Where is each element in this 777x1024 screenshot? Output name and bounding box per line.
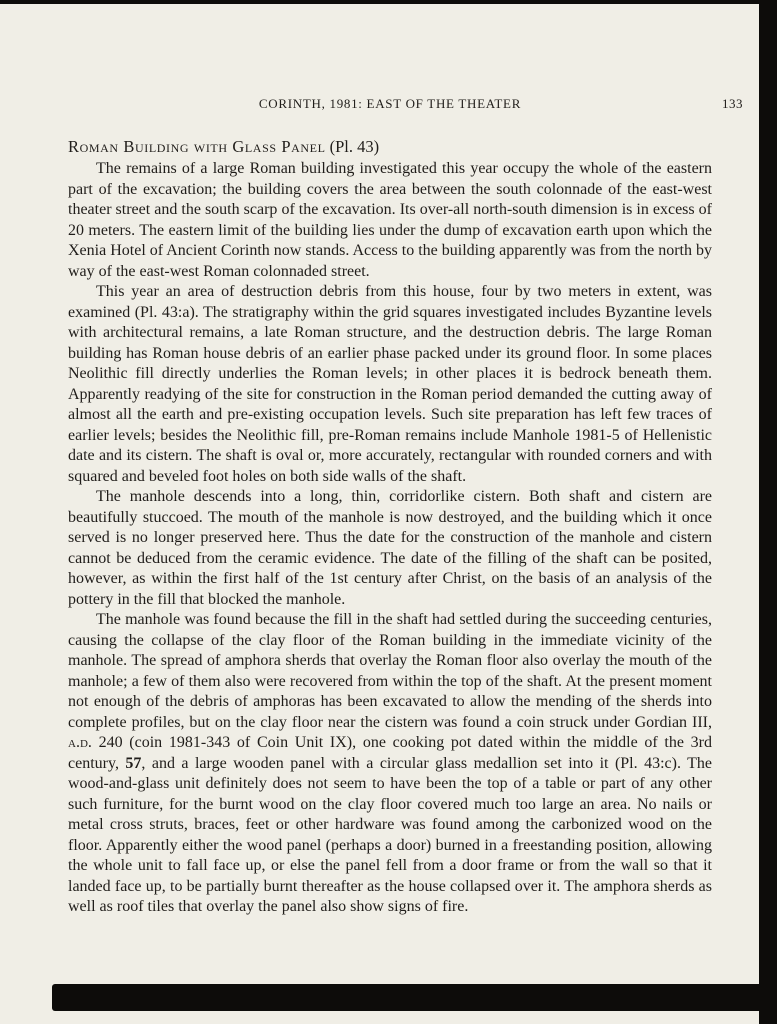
text-run: The remains of a large Roman building investigated this year occupy the whole of the eastern part of the excavation; the building covers the area between the south colonnade of the east-west theater street and the south scarp of the excavation. Its over-all north-south dimension is in excess of 20 meters. The eastern limit of the building lies under the dump of excavation earth upon which the Xenia Hotel of Ancient Corinth now stands. Access to the building apparently was from the north by way of the east-west Roman colonnaded street.	[68, 160, 712, 280]
section-heading	[68, 136, 712, 157]
scan-artifact-bottom-edge	[52, 984, 777, 1011]
running-header-title: CORINTH, 1981: EAST OF THE THEATER	[258, 96, 522, 111]
article-body	[68, 159, 712, 918]
section-heading-smallcaps: Roman Building with Glass Panel	[68, 137, 326, 156]
paragraph	[68, 487, 712, 610]
paragraph	[68, 610, 712, 918]
text-run: 57	[125, 754, 142, 772]
page-number: 133	[722, 96, 743, 111]
running-header	[68, 96, 743, 114]
text-run: This year an area of destruction debris from this house, four by two meters in extent, was examined (Pl. 43:a). The stratigraphy within the grid squares investigated includes Byzantine levels with architectural remains, a late Roman structure, and the destruction debris. The large Roman building has Roman house debris of an earlier phase packed under its ground floor. In some places Neolithic fill directly underlies the Roman levels; in other places it is bedrock beneath them. Apparently readying of the site for construction in the Roman period demanded the cutting away of almost all the earth and pre-existing occupation levels. Such site preparation has left few traces of earlier levels; besides the Neolithic fill, pre-Roman remains include Manhole 1981-5 of Hellenistic date and its cistern. The shaft is oval or, more accurately, rectangular with rounded corners and with squared and beveled foot holes on both side walls of the shaft.	[68, 283, 712, 485]
text-run: The manhole descends into a long, thin, corridorlike cistern. Both shaft and cistern are beautifully stuccoed. The mouth of the manhole is now destroyed, and the building which it once served is no longer preserved here. Thus the date for the construction of the manhole and cistern cannot be deduced from the ceramic evidence. The date of the filling of the shaft can be posited, however, as within the first half of the 1st century after Christ, on the basis of an analysis of the pottery in the fill that blocked the manhole.	[68, 488, 712, 608]
text-column	[68, 0, 743, 918]
text-run: , and a large wooden panel with a circular glass medallion set into it (Pl. 43:c). The wood-and-glass unit definitely does not seem to have been the top of a table or part of any other such furniture, for the burnt wood on the clay floor covered much too large an area. No nails or metal cross struts, braces, feet or other hardware was found among the carbonized wood on the floor. Apparently either the wood panel (perhaps a door) burned in a freestanding position, allowing the whole unit to fall face up, or else the panel fell from a door frame or from the wall so that it landed face up, to be partially burnt thereafter as the house collapsed over it. The amphora sherds as well as roof tiles that overlay the panel also show signs of fire.	[68, 754, 713, 915]
text-run: 240 (coin 1981-343 of Coin Unit IX), one cooking pot dated within the middle of the 3rd century,	[68, 734, 712, 772]
section-heading-plate-ref: (Pl. 43)	[325, 137, 380, 156]
text-run: The manhole was found because the fill in the shaft had settled during the succeeding centuries, causing the collapse of the clay floor of the Roman building in the immediate vicinity of the manhole. The spread of amphora sherds that overlay the Roman floor also overlay the mouth of the manhole; a few of them also were recovered from within the top of the shaft. At the present moment not enough of the debris of amphoras has been excavated to allow the mending of the sherds into complete profiles, but on the clay floor near the cistern was found a coin struck under Gordian III,	[68, 611, 712, 731]
paragraph	[68, 159, 712, 282]
paragraph	[68, 282, 712, 487]
scan-artifact-right-edge	[759, 0, 777, 1024]
text-run: a.d.	[68, 734, 92, 751]
